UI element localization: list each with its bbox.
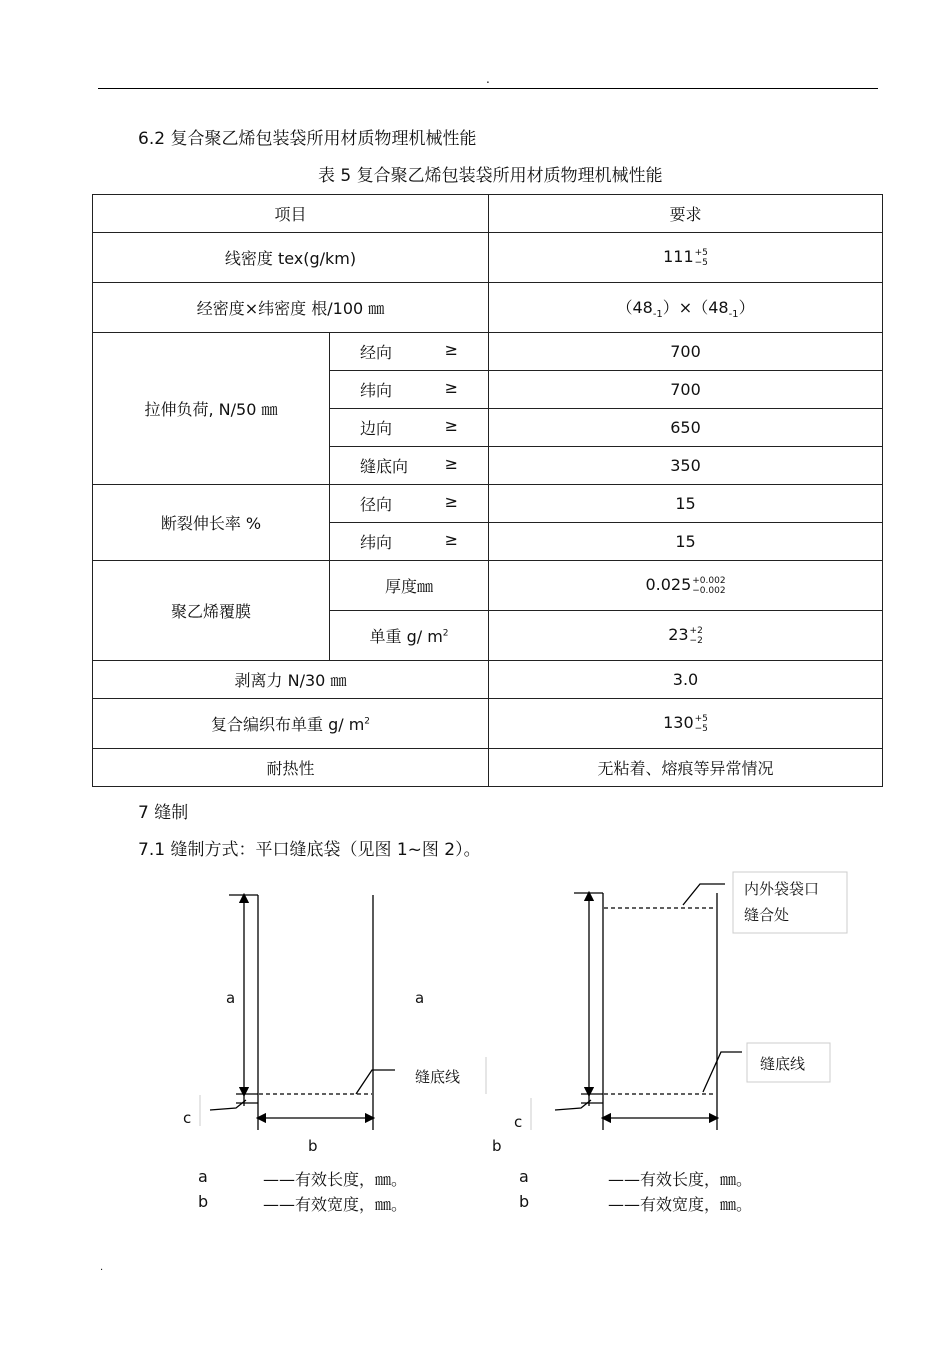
mouth-label-line2: 缝合处 <box>744 906 790 924</box>
legend-right-a-key: a <box>519 1167 529 1186</box>
peel-label: 剥离力 N/30 ㎜ <box>93 661 489 699</box>
elongation-label: 断裂伸长率 % <box>93 485 330 561</box>
spec-table <box>92 194 883 787</box>
left-b-label: b <box>308 1137 318 1155</box>
density-label: 经密度×纬密度 根/100 ㎜ <box>93 283 489 333</box>
table-row <box>93 661 883 699</box>
table-header-row <box>93 195 883 233</box>
left-bag-figure <box>210 895 395 1130</box>
left-a-label: a <box>226 989 236 1007</box>
table-caption: 表 5 复合聚乙烯包装袋所用材质物理机械性能 <box>318 166 663 186</box>
legend-right-b-text: ——有效宽度，㎜。 <box>608 1195 753 1214</box>
left-seam-label: 缝底线 <box>415 1068 461 1086</box>
tensile-dir: 缝底向 ≥ <box>330 447 489 485</box>
middle-a-label: a <box>415 989 425 1007</box>
elongation-value: 15 <box>489 523 883 561</box>
film-label: 聚乙烯覆膜 <box>93 561 330 661</box>
tensile-value: 350 <box>489 447 883 485</box>
elongation-dir: 径向 ≥ <box>330 485 489 523</box>
film-weight-value: 23 +2 −2 <box>489 611 883 661</box>
section-6-2-heading: 6.2 复合聚乙烯包装袋所用材质物理机械性能 <box>138 129 477 149</box>
bag-figures <box>0 860 950 1160</box>
heat-value: 无粘着、熔痕等异常情况 <box>489 749 883 787</box>
section-7-1-text: 7.1 缝制方式：平口缝底袋（见图 1~图 2）。 <box>138 840 481 860</box>
right-bag-figure <box>555 884 742 1130</box>
header-requirement: 要求 <box>489 195 883 233</box>
elongation-value: 15 <box>489 485 883 523</box>
right-b-label: b <box>492 1137 502 1155</box>
header-dot: . <box>486 72 490 86</box>
tensile-value: 700 <box>489 333 883 371</box>
legend-left-b-text: ——有效宽度，㎜。 <box>263 1195 408 1214</box>
tensile-value: 700 <box>489 371 883 409</box>
elongation-dir: 纬向 ≥ <box>330 523 489 561</box>
linear-density-label: 线密度 tex(g/km) <box>93 233 489 283</box>
density-value: $(48_{-1})\times(48_{-1})$ <box>489 283 883 333</box>
tensile-dir: 边向 ≥ <box>330 409 489 447</box>
tensile-dir: 纬向 ≥ <box>330 371 489 409</box>
tensile-dir: 经向 ≥ <box>330 333 489 371</box>
left-c-label: c <box>183 1109 192 1127</box>
table-row <box>93 561 883 611</box>
table-row <box>93 283 883 333</box>
tensile-value: 650 <box>489 409 883 447</box>
table-row <box>93 749 883 787</box>
tensile-label: 拉伸负荷, N/50 ㎜ <box>93 333 330 485</box>
table-row <box>93 333 883 371</box>
legend-left-a-text: ——有效长度，㎜。 <box>263 1170 408 1189</box>
fabric-weight-label: 复合编织布单重 g/ $m^2$ <box>93 699 489 749</box>
film-thickness-value: 0.025 +0.002 −0.002 <box>489 561 883 611</box>
section-7-heading: 7 缝制 <box>138 803 189 823</box>
linear-density-value: 111 +5 −5 <box>489 233 883 283</box>
fabric-weight-value: 130 +5 −5 <box>489 699 883 749</box>
table-row <box>93 699 883 749</box>
footer-dot: . <box>100 1262 104 1273</box>
right-c-label: c <box>514 1113 523 1131</box>
legend-right-a-text: ——有效长度，㎜。 <box>608 1170 753 1189</box>
table-row <box>93 233 883 283</box>
mouth-label-line1: 内外袋袋口 <box>744 880 820 898</box>
legend-left-b-key: b <box>198 1192 209 1211</box>
table-row <box>93 485 883 523</box>
header-item: 项目 <box>93 195 489 233</box>
peel-value: 3.0 <box>489 661 883 699</box>
legend-right-b-key: b <box>519 1192 530 1211</box>
right-seam-label: 缝底线 <box>760 1055 806 1073</box>
header-rule <box>98 88 878 89</box>
film-thickness-label: 厚度㎜ <box>330 561 489 611</box>
legend-left-a-key: a <box>198 1167 208 1186</box>
film-weight-label: 单重 g/ $m^2$ <box>330 611 489 661</box>
heat-label: 耐热性 <box>93 749 489 787</box>
